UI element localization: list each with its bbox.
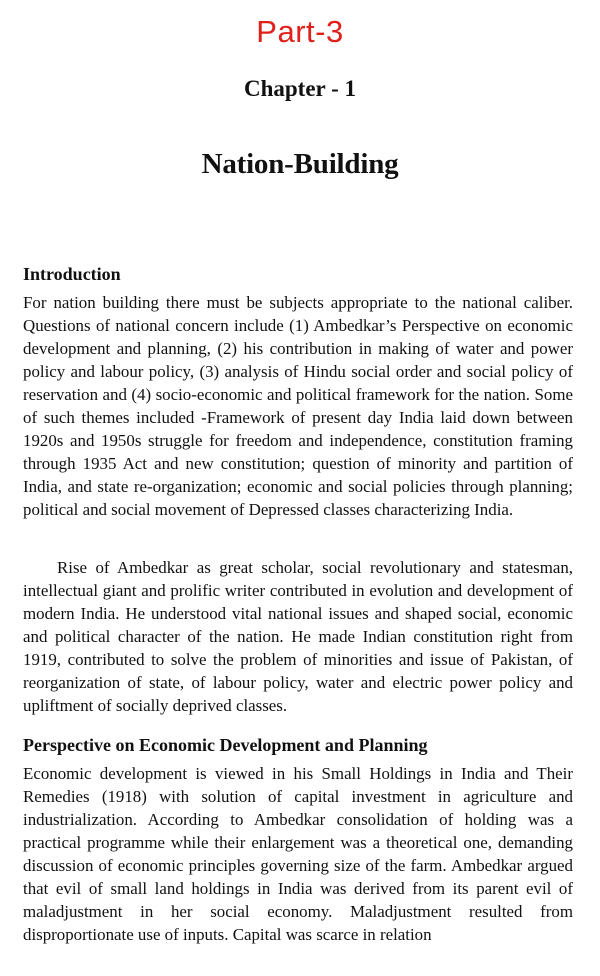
introduction-paragraph-2: Rise of Ambedkar as great scholar, social revolutionary and statesman, intellectual giant and prolific writer contributed in evolution and development of modern India. He understood vital national issues and shaped social, economic and political character of the nation. He made Indian constitution right from 1919, contributed to solve the problem of minorities and issue of Pakistan, of reorganization of state, of labour policy, water and electric power policy and upliftment of socially deprived classes. (23, 558, 573, 715)
section-heading-economic-development: Perspective on Economic Development and Planning (23, 735, 428, 755)
chapter-label: Chapter - 1 (243, 76, 356, 101)
section-heading-introduction: Introduction (23, 264, 121, 284)
economic-development-paragraph-1: Economic development is viewed in his Small Holdings in India and Their Remedies (1918) with solution of capital investment in agriculture and industrialization. According to Ambedkar consolidation of holding was a practical programme while their enlargement was a theoretical one, demanding discussion of economic principles governing size of the farm. Ambedkar argued that evil of small land holdings in India was derived from its parent evil of maladjustment in her social economy. Maladjustment resulted from disproportionate use of inputs. Capital was scarce in relation (23, 764, 573, 944)
chapter-title: Nation-Building (201, 148, 399, 180)
part-label: Part-3 (256, 14, 344, 49)
introduction-paragraph-1: For nation building there must be subjects appropriate to the national caliber. Questions of national concern include (1) Ambedkar’s Perspective on economic development and planning, (2) his contribution in making of water and power policy and labour policy, (3) analysis of Hindu social order and social policy of reservation and (4) socio-economic and political framework for the nation. Some of such themes included -Framework of present day India laid down between 1920s and 1950s struggle for freedom and independence, constitution framing through 1935 Act and new constitution; question of minority and partition of India, and state re-organization; economic and social policies through planning; political and social movement of Depressed classes characterizing India. (23, 293, 573, 519)
